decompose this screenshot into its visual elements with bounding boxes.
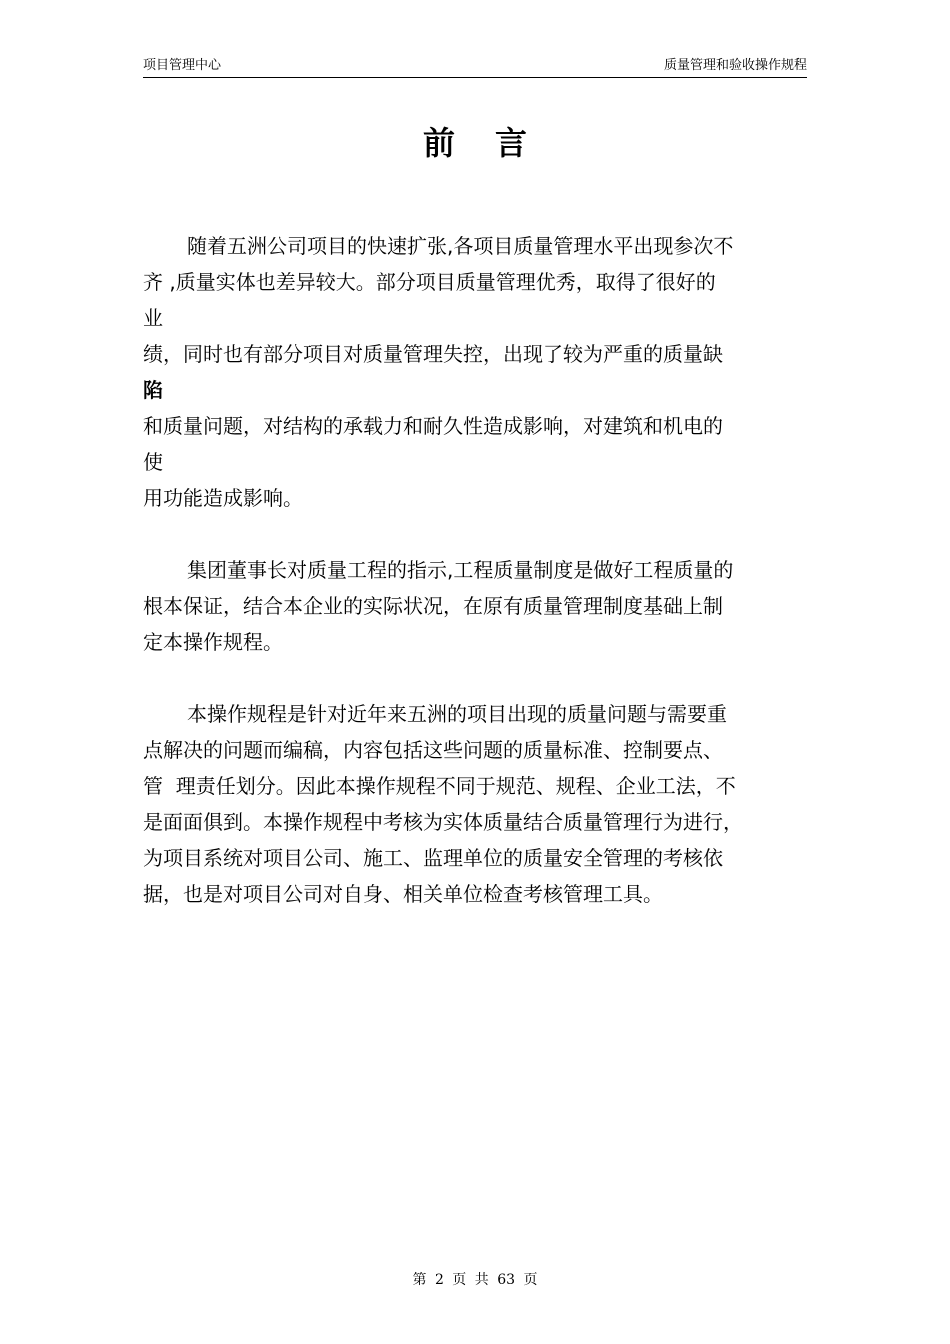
document-body: [143, 228, 807, 912]
header-left-text: 项目管理中心: [143, 58, 222, 73]
page-footer: 第 2 页 共 63 页: [412, 1272, 538, 1288]
paragraph-line: 据，也是对项目公司对自身、相关单位检查考核管理工具。: [143, 882, 663, 906]
paragraph-2: [143, 552, 807, 660]
paragraph-line: 点解决的问题而编稿，内容包括这些问题的质量标准、控制要点、: [143, 738, 723, 762]
paragraph-1: [143, 228, 807, 516]
paragraph-line: 随着五洲公司项目的快速扩张,各项目质量管理水平出现参次不: [187, 234, 734, 258]
paragraph-3: [143, 696, 807, 912]
header-right-text: 质量管理和验收操作规程: [663, 58, 807, 73]
paragraph-line: 业: [143, 306, 163, 330]
paragraph-line: 本操作规程是针对近年来五洲的项目出现的质量问题与需要重: [187, 702, 727, 726]
paragraph-line: 定本操作规程。: [143, 630, 283, 654]
paragraph-line: 绩，同时也有部分项目对质量管理失控，出现了较为严重的质量缺: [143, 342, 723, 366]
paragraph-line: 管 理责任划分。因此本操作规程不同于规范、规程、企业工法，不: [143, 774, 736, 798]
paragraph-line: 齐 ,质量实体也差异较大。部分项目质量管理优秀，取得了很好的: [143, 270, 716, 294]
paragraph-line: 陷: [143, 378, 163, 402]
page-title: 前言: [422, 124, 567, 162]
paragraph-line: 集团董事长对质量工程的指示,工程质量制度是做好工程质量的: [187, 558, 734, 582]
paragraph-line: 是面面俱到。本操作规程中考核为实体质量结合质量管理行为进行，: [143, 810, 743, 834]
paragraph-line: 用功能造成影响。: [143, 486, 303, 510]
paragraph-line: 为项目系统对项目公司、施工、监理单位的质量安全管理的考核依: [143, 846, 723, 870]
paragraph-line: 和质量问题，对结构的承载力和耐久性造成影响，对建筑和机电的: [143, 414, 723, 438]
page-header: [143, 55, 807, 78]
paragraph-line: 使: [143, 450, 163, 474]
paragraph-line: 根本保证，结合本企业的实际状况，在原有质量管理制度基础上制: [143, 594, 723, 618]
